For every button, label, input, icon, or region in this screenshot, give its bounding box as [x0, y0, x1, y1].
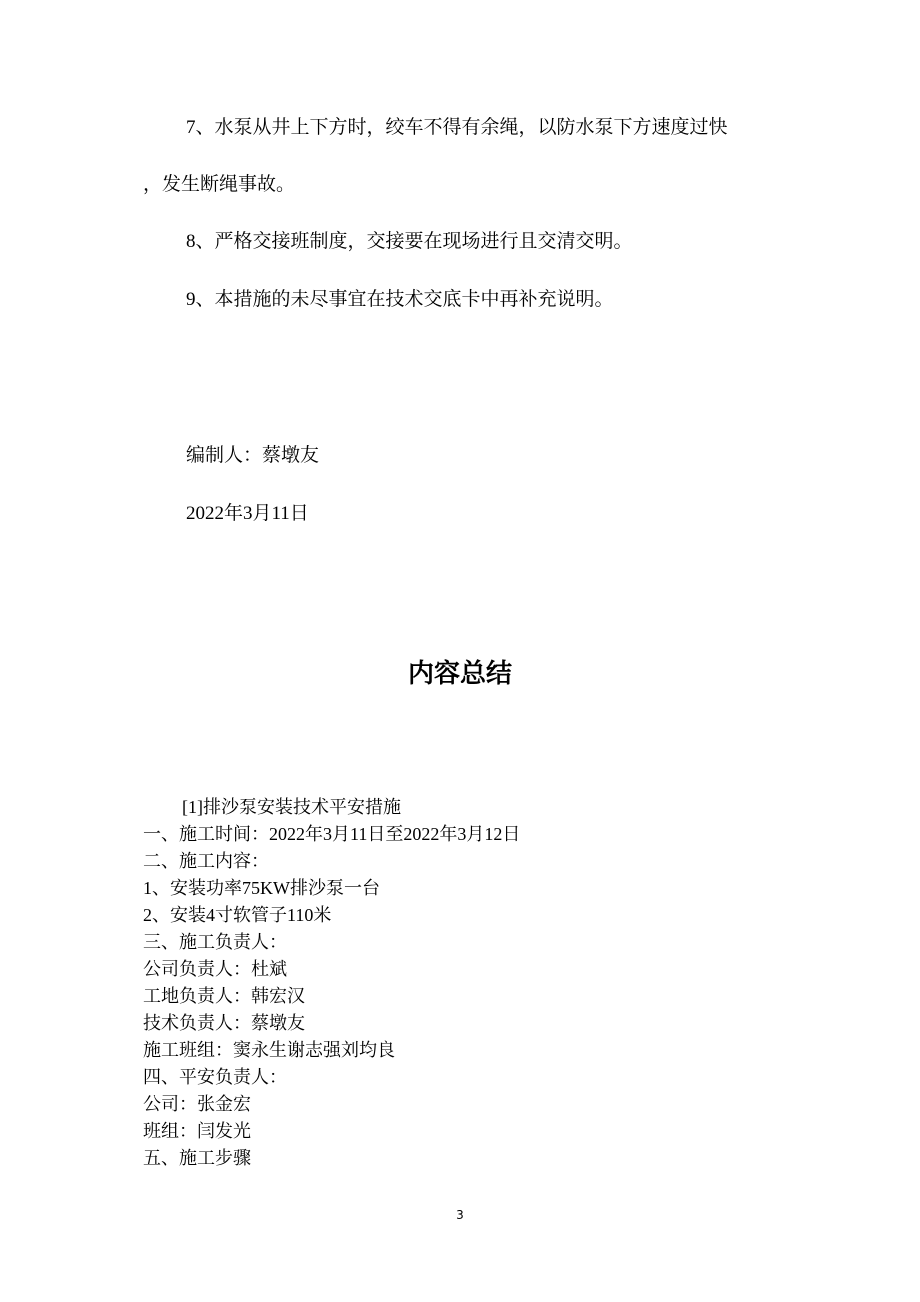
- summary-line: 公司负责人：杜斌: [143, 959, 287, 979]
- summary-line: 公司：张金宏: [143, 1094, 251, 1114]
- summary-line: 班组：闫发光: [143, 1121, 251, 1141]
- paragraph-8: 8、严格交接班制度，交接要在现场进行且交清交明。: [186, 231, 633, 252]
- summary-line: 一、施工时间：2022年3月11日至2022年3月12日: [143, 824, 521, 844]
- summary-line: 施工班组：窦永生谢志强刘均良: [143, 1040, 395, 1060]
- summary-line: 1、安装功率75KW排沙泵一台: [143, 878, 380, 898]
- summary-line: 二、施工内容：: [143, 851, 269, 871]
- paragraph-7-line-1: 7、水泵从井上下方时，绞车不得有余绳，以防水泵下方速度过快: [186, 117, 728, 138]
- summary-line: [1]排沙泵安装技术平安措施: [182, 797, 401, 817]
- paragraph-7-line-2: ，发生断绳事故。: [143, 174, 296, 195]
- summary-title: 内容总结: [407, 659, 512, 689]
- date-line: 2022年3月11日: [186, 503, 309, 524]
- paragraph-9: 9、本措施的未尽事宜在技术交底卡中再补充说明。: [186, 289, 614, 310]
- summary-line: 工地负责人：韩宏汉: [143, 986, 305, 1006]
- summary-line: 五、施工步骤: [143, 1148, 251, 1168]
- summary-line: 四、平安负责人：: [143, 1067, 287, 1087]
- author-line: 编制人：蔡墩友: [186, 445, 320, 466]
- summary-line: 2、安装4寸软管子110米: [143, 905, 332, 925]
- summary-line: 三、施工负责人：: [143, 932, 287, 952]
- summary-line: 技术负责人：蔡墩友: [143, 1013, 305, 1033]
- page-number: 3: [456, 1208, 464, 1222]
